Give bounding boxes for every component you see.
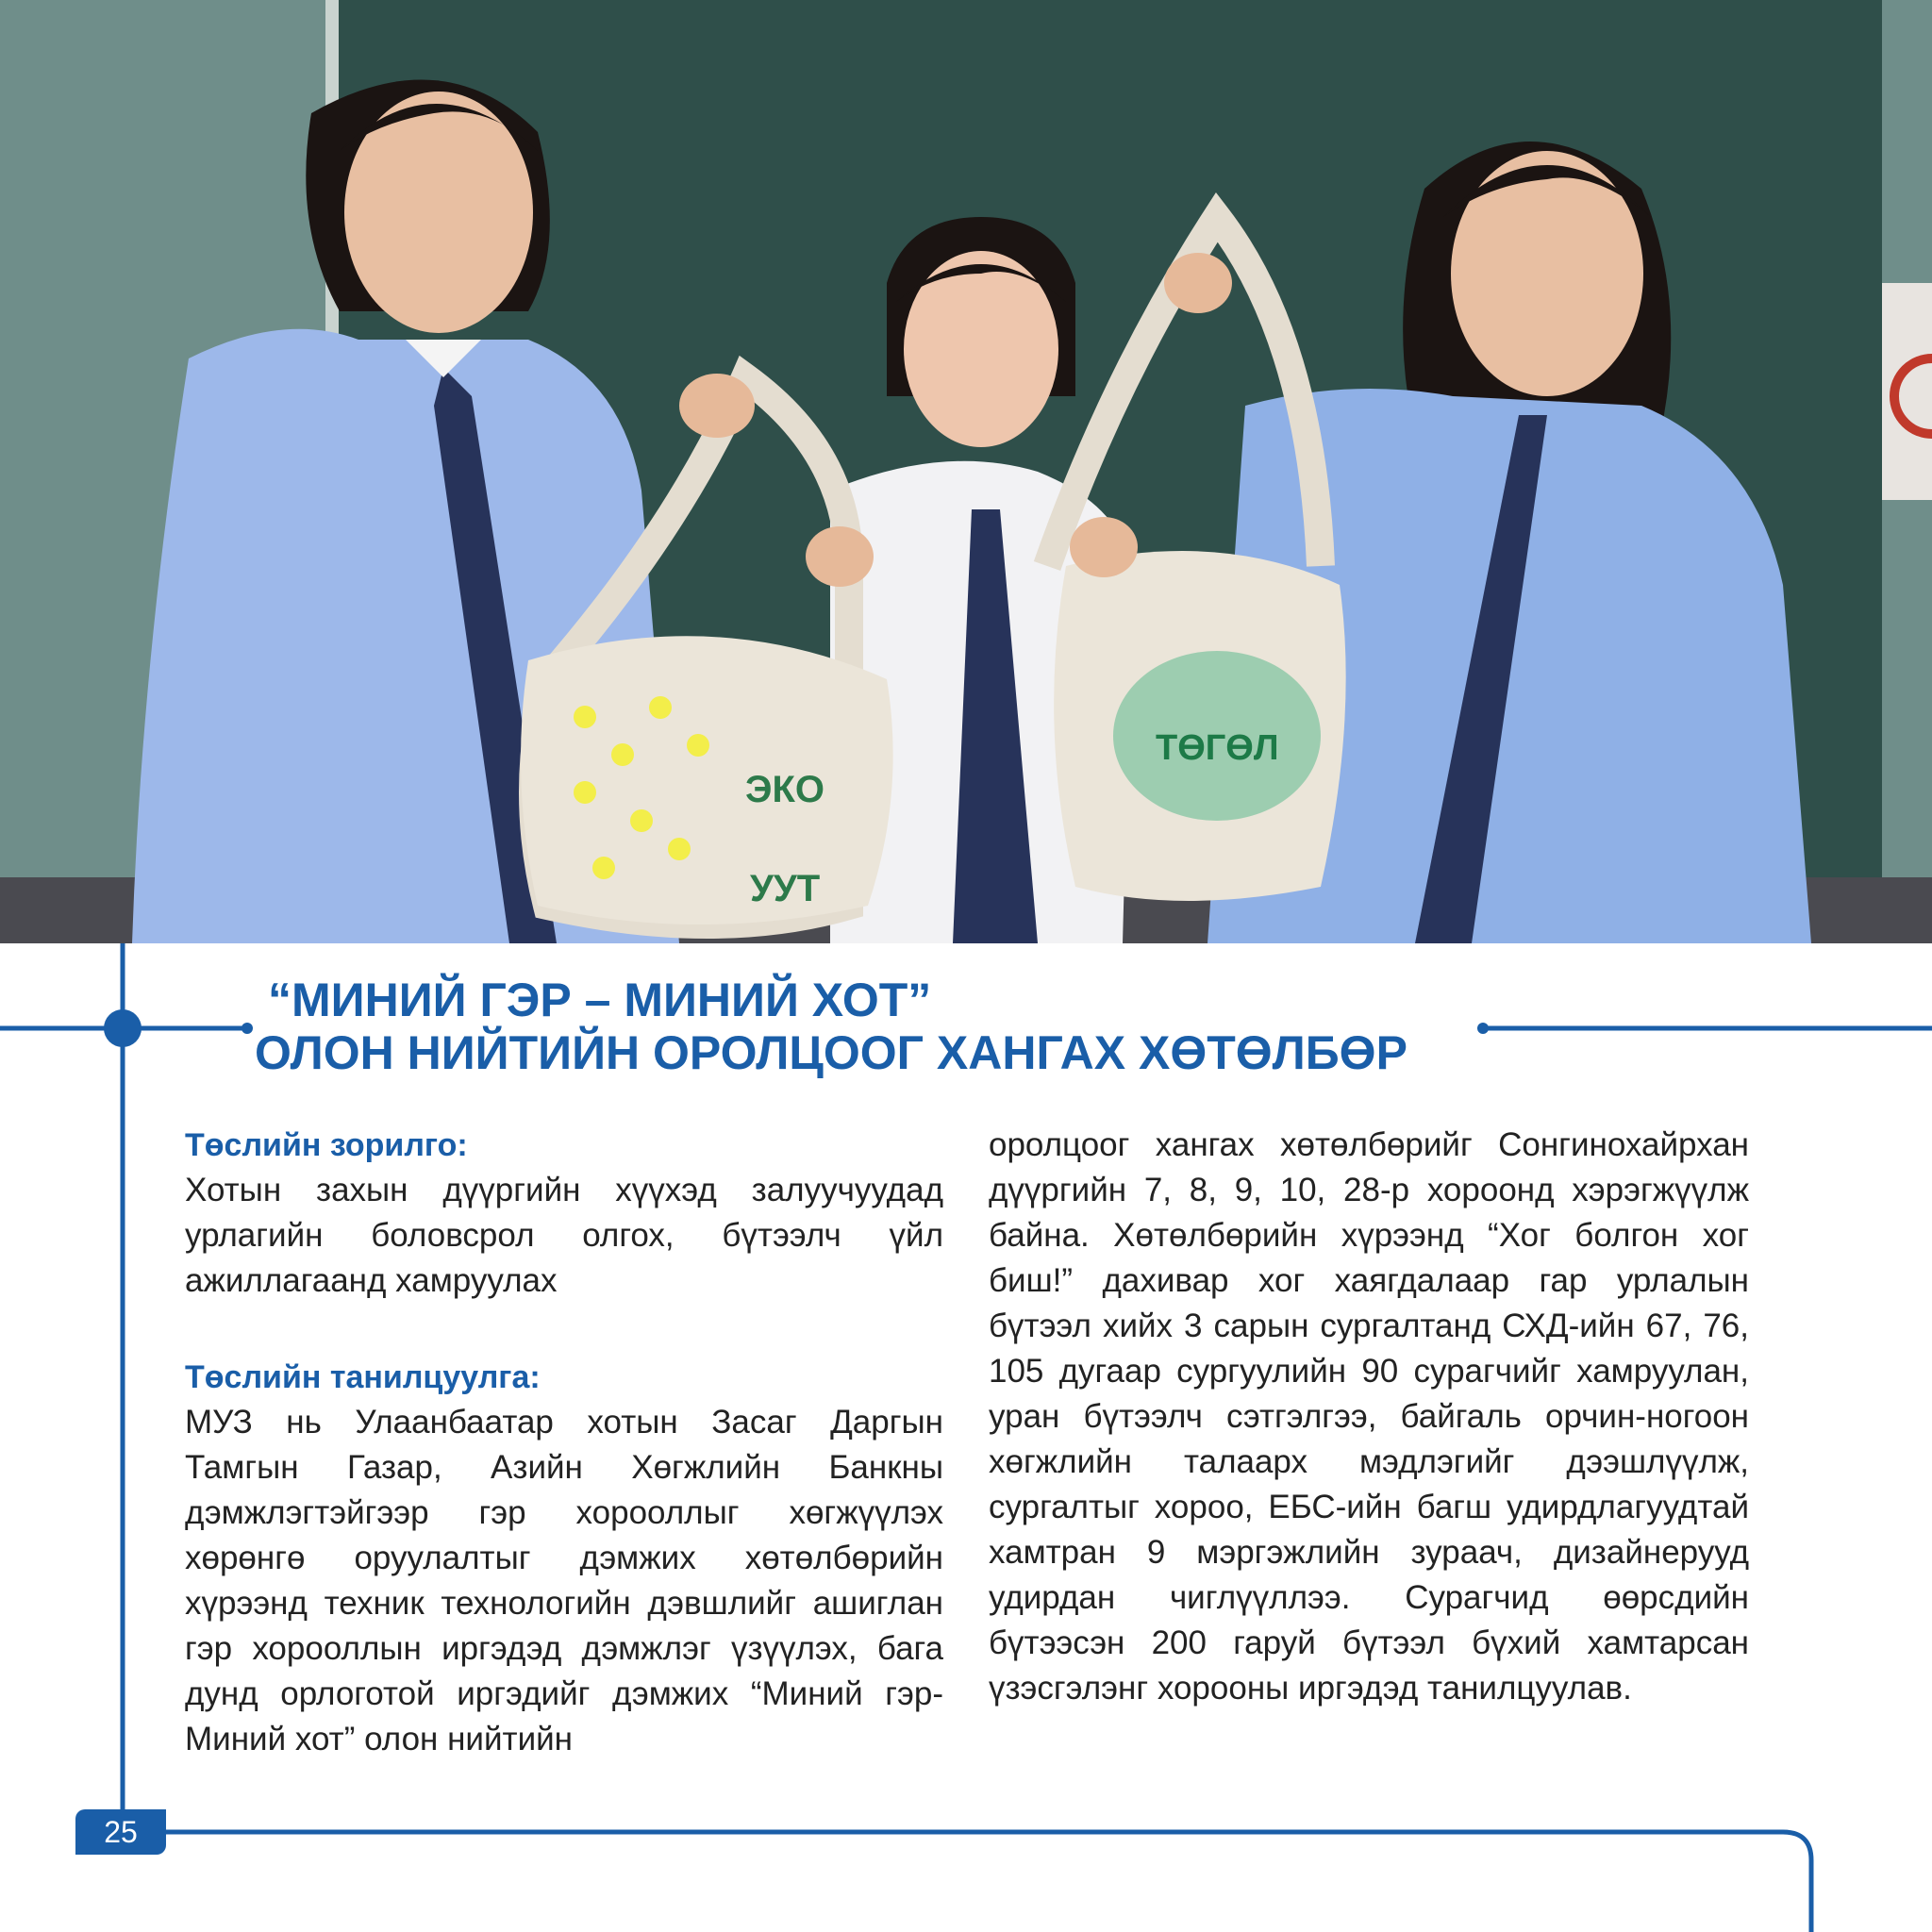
page-number: 25 xyxy=(75,1809,166,1855)
wall-poster xyxy=(1882,283,1932,500)
title-line-1: “МИНИЙ ГЭР – МИНИЙ ХОТ” xyxy=(268,974,932,1026)
frame-node-dot xyxy=(104,1009,142,1047)
bag-right-text: ТӨГӨЛ xyxy=(1156,728,1279,768)
right-column xyxy=(989,1123,1749,1711)
hero-photo xyxy=(0,0,1932,943)
goal-heading: Төслийн зорилго: xyxy=(185,1127,468,1163)
left-column xyxy=(185,1123,943,1762)
right-column-text: оролцоог хангах хөтөлбөрийг Сонгинохайрхан дүүргийн 7, 8, 9, 10, 28-р хороонд хэрэгжүүлж байна. Хөтөлбөрийн хүрээнд “Хог болгон хог биш!” дахивар хог хаягдалаар гар урлалын бүтээл хийх 3 сарын сургалтанд СХД-ийн 67, 76, 105 дугаар сургуулийн 90 сурагчийг хамруулан, уран бүтээлч сэтгэлгээ, байгаль орчин-ногоон хөгжлийн талаарх мэдлэгийг дээшлүүлж, сургалтыг хороо, ЕБС-ийн багш удирдлагуудтай хамтран 9 мэргэжлийн зураач, дизайнерууд удирдан чиглүүллээ. Сурагчид өөрсдийн бүтээсэн 200 гаруй бүтээл бүхий хамтарсан үзэсгэлэнг хорооны иргэдэд танилцуулав. xyxy=(989,1126,1749,1707)
page-title xyxy=(255,974,1481,1079)
bag-left-text-bottom: УУТ xyxy=(750,868,821,909)
goal-text: Хотын захын дүүргийн хүүхэд залуучуудад урлагийн боловсрол олгох, бүтээлч үйл ажиллагаанд хамруулах xyxy=(185,1172,943,1299)
intro-heading: Төслийн танилцуулга: xyxy=(185,1359,541,1395)
bag-left-text-top: ЭКО xyxy=(745,769,824,810)
title-line-2: ОЛОН НИЙТИЙН ОРОЛЦООГ ХАНГАХ ХӨТӨЛБӨР xyxy=(255,1026,1407,1079)
intro-text: МУЗ нь Улаанбаатар хотын Засаг Даргын Тамгын Газар, Азийн Хөгжлийн Банкны дэмжлэгтэйгээр гэр хорооллыг хөгжүүлэх хөрөнгө оруулалтыг дэмжих хөтөлбөрийн хүрээнд техник технологийн дэвшлийг ашиглан гэр хорооллын иргэдэд дэмжлэг үзүүлэх, бага дунд орлоготой иргэдийг дэмжих “Миний гэр-Миний хот” олон нийтийн xyxy=(185,1404,943,1757)
students-with-eco-bags-illustration xyxy=(0,0,1932,943)
